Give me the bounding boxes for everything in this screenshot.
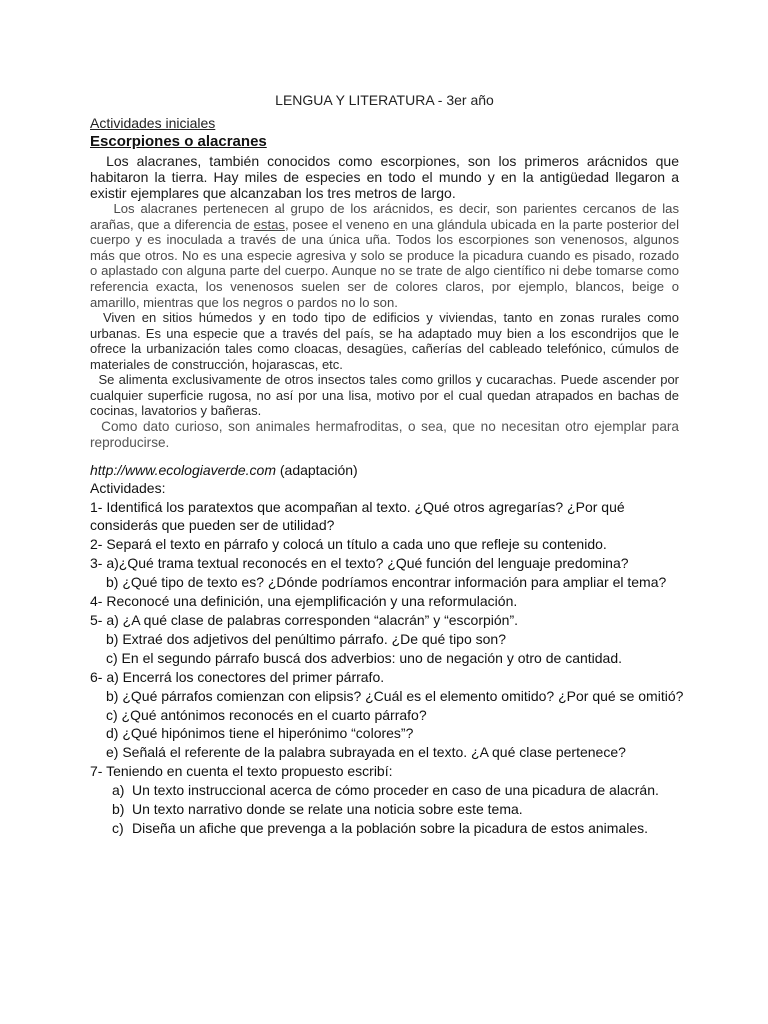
subitem-label: a) bbox=[112, 782, 125, 799]
source-note: (adaptación) bbox=[275, 461, 358, 478]
activities-list bbox=[90, 479, 684, 838]
activity-line: considerás que pueden ser de utilidad? bbox=[90, 517, 335, 534]
activity-subitem bbox=[90, 781, 679, 800]
paragraph-2-end: , posee el veneno en una glándula ubicada en la parte posterior del cuerpo y es inoculada a través de una única uña. Todos los escorpiones son venenosos, algunos más que otros. No es una especie agresiva y solo se produce la picadura cuando es pisado, rozado o aplastado con alguna parte del cuerpo. Aunque no se trate de algo científico ni debe tomarse como referencia exacta, los venenosos suelen ser de colores claros, por ejemplo, blancos, beige o amarillo, mientras que los negros o pardos no lo son. bbox=[90, 216, 679, 310]
activity-line: 2- Separá el texto en párrafo y colocá un título a cada uno que refleje su contenido. bbox=[90, 536, 607, 553]
paragraph-3 bbox=[90, 310, 679, 372]
paragraph-2 bbox=[90, 201, 679, 310]
document-page bbox=[90, 92, 684, 838]
activity-line: b) ¿Qué párrafos comienzan con elipsis? ¿Cuál es el elemento omitido? ¿Por qué se omitió? bbox=[106, 687, 684, 704]
subitem-text: Diseña un afiche que prevenga a la población sobre la picadura de estos animales. bbox=[132, 819, 649, 836]
subitem-label: b) bbox=[112, 801, 125, 818]
activity-line: e) Señalá el referente de la palabra subrayada en el texto. ¿A qué clase pertenece? bbox=[106, 744, 626, 761]
activity-line: 7- Teniendo en cuenta el texto propuesto escribí: bbox=[90, 763, 393, 780]
paragraph-4-text: Se alimenta exclusivamente de otros insectos tales como grillos y cucarachas. Puede ascender por cualquier superficie rugosa, no así por una lisa, motivo por el cual quedan atrapados en bachas de cocinas, lavatorios y bañeras. bbox=[90, 372, 679, 419]
activities-label: Actividades: bbox=[90, 479, 166, 496]
activity-line: d) ¿Qué hipónimos tiene el hiperónimo “colores”? bbox=[106, 725, 414, 742]
activity-line: 4- Reconocé una definición, una ejemplificación y una reformulación. bbox=[90, 593, 518, 610]
source-link[interactable]: http://www.ecologiaverde.com bbox=[90, 461, 276, 478]
article-heading: Escorpiones o alacranes bbox=[90, 133, 267, 150]
activity-line: c) En el segundo párrafo buscá dos adverbios: uno de negación y otro de cantidad. bbox=[106, 649, 623, 666]
activity-subitem bbox=[90, 800, 679, 819]
subitem-text: Un texto instruccional acerca de cómo proceder en caso de una picadura de alacrán. bbox=[132, 782, 659, 799]
activity-line: b) ¿Qué tipo de texto es? ¿Dónde podríamos encontrar información para ampliar el tema? bbox=[106, 574, 667, 591]
activity-line: c) ¿Qué antónimos reconocés en el cuarto párrafo? bbox=[106, 706, 427, 723]
page-title bbox=[90, 92, 679, 108]
paragraph-2-start: Los alacranes pertenecen al grupo de los arácnidos, es decir, son parientes cercanos de las arañas, que a diferencia de bbox=[90, 201, 679, 232]
paragraph-5-text: Como dato curioso, son animales hermafroditas, o sea, que no necesitan otro ejemplar para reproducirse. bbox=[90, 418, 679, 450]
section-label: Actividades iniciales bbox=[90, 115, 216, 131]
underlined-word: estas bbox=[253, 216, 285, 232]
paragraph-1-text: Los alacranes, también conocidos como escorpiones, son los primeros arácnidos que habitaron la tierra. Hay miles de especies en todo el mundo y en la antigüedad llegaron a existir ejemplares que alcanzaban los tres metros de largo. bbox=[90, 153, 680, 201]
activity-line: b) Extraé dos adjetivos del penúltimo párrafo. ¿De qué tipo son? bbox=[106, 630, 507, 647]
activity-line: 3- a)¿Qué trama textual reconocés en el texto? ¿Qué función del lenguaje predomina? bbox=[90, 555, 629, 572]
paragraph-5 bbox=[90, 419, 679, 451]
activity-line: 1- Identificá los paratextos que acompañan al texto. ¿Qué otros agregarías? ¿Por qué bbox=[90, 498, 625, 515]
paragraph-4 bbox=[90, 372, 679, 419]
title-main: LENGUA Y LITERATURA bbox=[275, 92, 434, 108]
title-suffix: - 3er año bbox=[433, 92, 494, 108]
subitem-label: c) bbox=[112, 819, 124, 836]
paragraph-3-text: Viven en sitios húmedos y en todo tipo de edificios y viviendas, tanto en zonas rurales como urbanas. Es una especie que a través del país, se ha adaptado muy bien a los escondrijos que le ofrece la urbanización tales como cloacas, desagües, cañerías del cableado telefónico, cúmulos de materiales de construcción, hojarascas, etc. bbox=[90, 310, 679, 372]
activity-line: 6- a) Encerrá los conectores del primer párrafo. bbox=[90, 668, 385, 685]
subitem-text: Un texto narrativo donde se relate una noticia sobre este tema. bbox=[132, 801, 523, 818]
activity-subitem bbox=[90, 819, 679, 838]
activity-line: 5- a) ¿A qué clase de palabras corresponden “alacrán” y “escorpión”. bbox=[90, 612, 518, 628]
source-line bbox=[90, 461, 679, 479]
paragraph-1 bbox=[90, 153, 679, 201]
